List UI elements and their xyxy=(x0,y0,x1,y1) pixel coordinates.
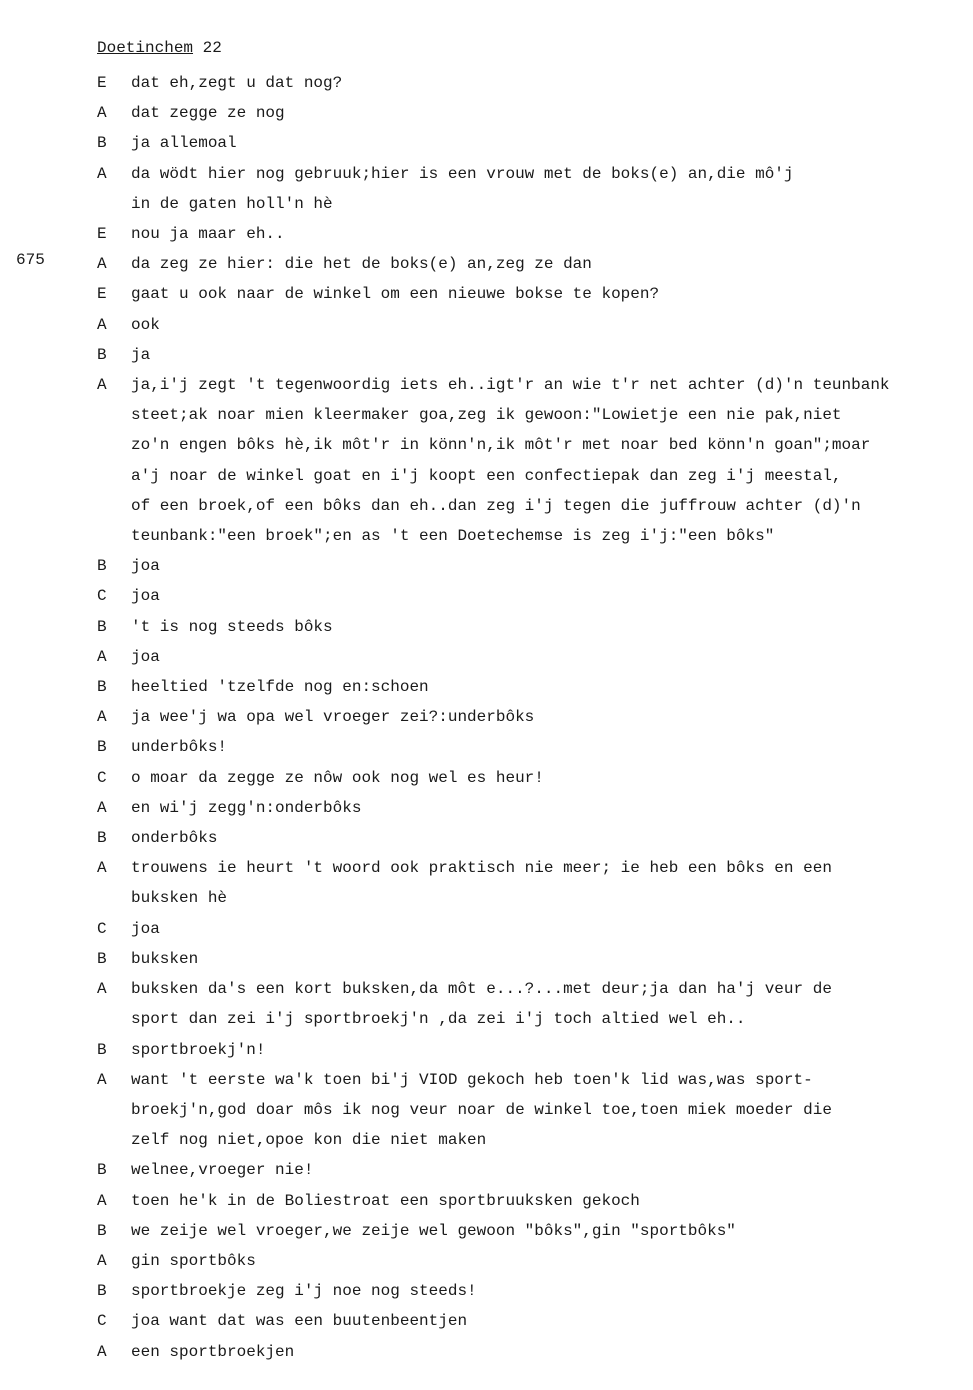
transcript-turn xyxy=(97,823,957,853)
utterance-text: ja allemoal xyxy=(131,134,237,153)
speaker-label: B xyxy=(97,1221,107,1240)
transcript-turn xyxy=(97,1276,957,1306)
utterance-text: da wödt hier nog gebruuk;hier is een vrouw met de boks(e) an,die mô'j in de gaten holl'n hè xyxy=(131,164,794,213)
utterance-text: ja wee'j wa opa wel vroeger zei?:underbôks xyxy=(131,708,535,727)
utterance-text: buksken xyxy=(131,949,199,968)
transcript-turn xyxy=(97,249,957,279)
speaker-label: B xyxy=(97,829,107,848)
utterance-text: ja xyxy=(131,345,151,364)
utterance-text: underbôks! xyxy=(131,738,228,757)
speaker-label: A xyxy=(97,1191,107,1210)
speaker-label: C xyxy=(97,919,107,938)
transcript-turn xyxy=(97,1035,957,1065)
utterance-text: dat eh,zegt u dat nog? xyxy=(131,74,343,92)
page-header xyxy=(97,36,222,60)
utterance-text: joa xyxy=(131,557,160,576)
utterance-text: gin sportbôks xyxy=(131,1251,256,1270)
transcript-turn xyxy=(97,279,957,309)
transcript-turn xyxy=(97,68,957,98)
utterance-text: dat zegge ze nog xyxy=(131,104,285,123)
transcript-turn xyxy=(97,1186,957,1216)
speaker-label: B xyxy=(97,134,107,153)
utterance-text: ja,i'j zegt 't tegenwoordig iets eh..igt'r an wie t'r net achter (d)'n teunbank steet;ak noar mien kleermaker goa,zeg ik gewoon:"Lowietje een nie pak,niet zo'n engen bôks hè,ik môt'r in könn'n,ik môt'r met noar bed könn'n goan";moar a'j noar de winkel goat en i'j koopt een confectiepak dan zeg i'j meestal, of een broek,of een bôks dan eh..dan zeg i'j tegen die juffrouw achter (d)'n teunbank:"een broek";en as 't een Doetechemse is zeg i'j:"een bôks" xyxy=(131,376,890,546)
transcript-turn xyxy=(97,219,957,249)
header-place: Doetinchem xyxy=(97,39,194,57)
transcript-turn xyxy=(97,974,957,1034)
utterance-text: joa xyxy=(131,587,160,606)
speaker-label: B xyxy=(97,949,107,968)
utterance-text: sportbroekj'n! xyxy=(131,1040,266,1059)
utterance-text: buksken da's een kort buksken,da môt e...?...met deur;ja dan ha'j veur de sport dan zei i'j sportbroekj'n ,da zei i'j toch altied wel eh.. xyxy=(131,980,832,1029)
speaker-label: A xyxy=(97,376,107,395)
transcript-turn xyxy=(97,98,957,128)
utterance-text: joa xyxy=(131,647,160,666)
transcript-turn xyxy=(97,340,957,370)
transcript-turn xyxy=(97,944,957,974)
transcript-turn xyxy=(97,370,957,551)
utterance-text: want 't eerste wa'k toen bi'j VIOD gekoch heb toen'k lid was,was sport- broekj'n,god doar môs ik nog veur noar de winkel toe,toen miek moeder die zelf nog niet,opoe kon die niet maken xyxy=(131,1070,832,1150)
speaker-label: A xyxy=(97,315,107,334)
speaker-label: B xyxy=(97,738,107,757)
speaker-label: E xyxy=(97,74,107,92)
speaker-label: A xyxy=(97,980,107,999)
utterance-text: toen he'k in de Boliestroat een sportbruuksken gekoch xyxy=(131,1191,640,1210)
speaker-label: A xyxy=(97,1070,107,1089)
speaker-label: A xyxy=(97,1251,107,1270)
utterance-text: een sportbroekjen xyxy=(131,1342,295,1361)
transcript-turn xyxy=(97,1065,957,1156)
transcript-turn xyxy=(97,1246,957,1276)
utterance-text: joa xyxy=(131,919,160,938)
transcript-turn xyxy=(97,793,957,823)
utterance-text: heeltied 'tzelfde nog en:schoen xyxy=(131,678,429,697)
transcript-list xyxy=(97,68,957,1367)
speaker-label: B xyxy=(97,1282,107,1301)
speaker-label: A xyxy=(97,164,107,183)
transcript-turn xyxy=(97,310,957,340)
transcript-turn xyxy=(97,1306,957,1336)
speaker-label: B xyxy=(97,678,107,697)
utterance-text: gaat u ook naar de winkel om een nieuwe bokse te kopen? xyxy=(131,285,660,304)
transcript-turn xyxy=(97,1216,957,1246)
transcript-turn xyxy=(97,642,957,672)
utterance-text: en wi'j zegg'n:onderbôks xyxy=(131,798,362,817)
speaker-label: E xyxy=(97,285,107,304)
speaker-label: B xyxy=(97,1040,107,1059)
speaker-label: A xyxy=(97,1342,107,1361)
transcript-turn xyxy=(97,159,957,219)
speaker-label: A xyxy=(97,708,107,727)
speaker-label: A xyxy=(97,104,107,123)
transcript-turn xyxy=(97,581,957,611)
utterance-text: welnee,vroeger nie! xyxy=(131,1161,314,1180)
speaker-label: C xyxy=(97,1312,107,1331)
utterance-text: da zeg ze hier: die het de boks(e) an,zeg ze dan xyxy=(131,255,592,274)
utterance-text: ook xyxy=(131,315,160,334)
speaker-label: A xyxy=(97,859,107,878)
speaker-label: C xyxy=(97,768,107,787)
speaker-label: A xyxy=(97,798,107,817)
speaker-label: A xyxy=(97,647,107,666)
transcript-turn xyxy=(97,1155,957,1185)
transcript-turn xyxy=(97,763,957,793)
transcript-turn xyxy=(97,732,957,762)
transcript-turn xyxy=(97,612,957,642)
utterance-text: nou ja maar eh.. xyxy=(131,225,285,244)
speaker-label: B xyxy=(97,557,107,576)
transcript-turn xyxy=(97,128,957,158)
transcript-turn xyxy=(97,702,957,732)
utterance-text: we zeije wel vroeger,we zeije wel gewoon "bôks",gin "sportbôks" xyxy=(131,1221,736,1240)
speaker-label: E xyxy=(97,225,107,244)
speaker-label: B xyxy=(97,1161,107,1180)
utterance-text: onderbôks xyxy=(131,829,218,848)
transcript-turn xyxy=(97,853,957,913)
speaker-label: C xyxy=(97,587,107,606)
utterance-text: joa want dat was een buutenbeentjen xyxy=(131,1312,468,1331)
utterance-text: o moar da zegge ze nôw ook nog wel es heur! xyxy=(131,768,544,787)
speaker-label: B xyxy=(97,345,107,364)
utterance-text: 't is nog steeds bôks xyxy=(131,617,333,636)
utterance-text: trouwens ie heurt 't woord ook praktisch nie meer; ie heb een bôks en een buksken hè xyxy=(131,859,832,908)
header-number: 22 xyxy=(202,39,222,57)
utterance-text: sportbroekje zeg i'j noe nog steeds! xyxy=(131,1282,477,1301)
speaker-label: B xyxy=(97,617,107,636)
transcript-turn xyxy=(97,551,957,581)
transcript-turn xyxy=(97,914,957,944)
margin-line-number: 675 xyxy=(16,251,45,269)
transcript-turn xyxy=(97,672,957,702)
speaker-label: A xyxy=(97,255,107,274)
transcript-turn xyxy=(97,1337,957,1367)
